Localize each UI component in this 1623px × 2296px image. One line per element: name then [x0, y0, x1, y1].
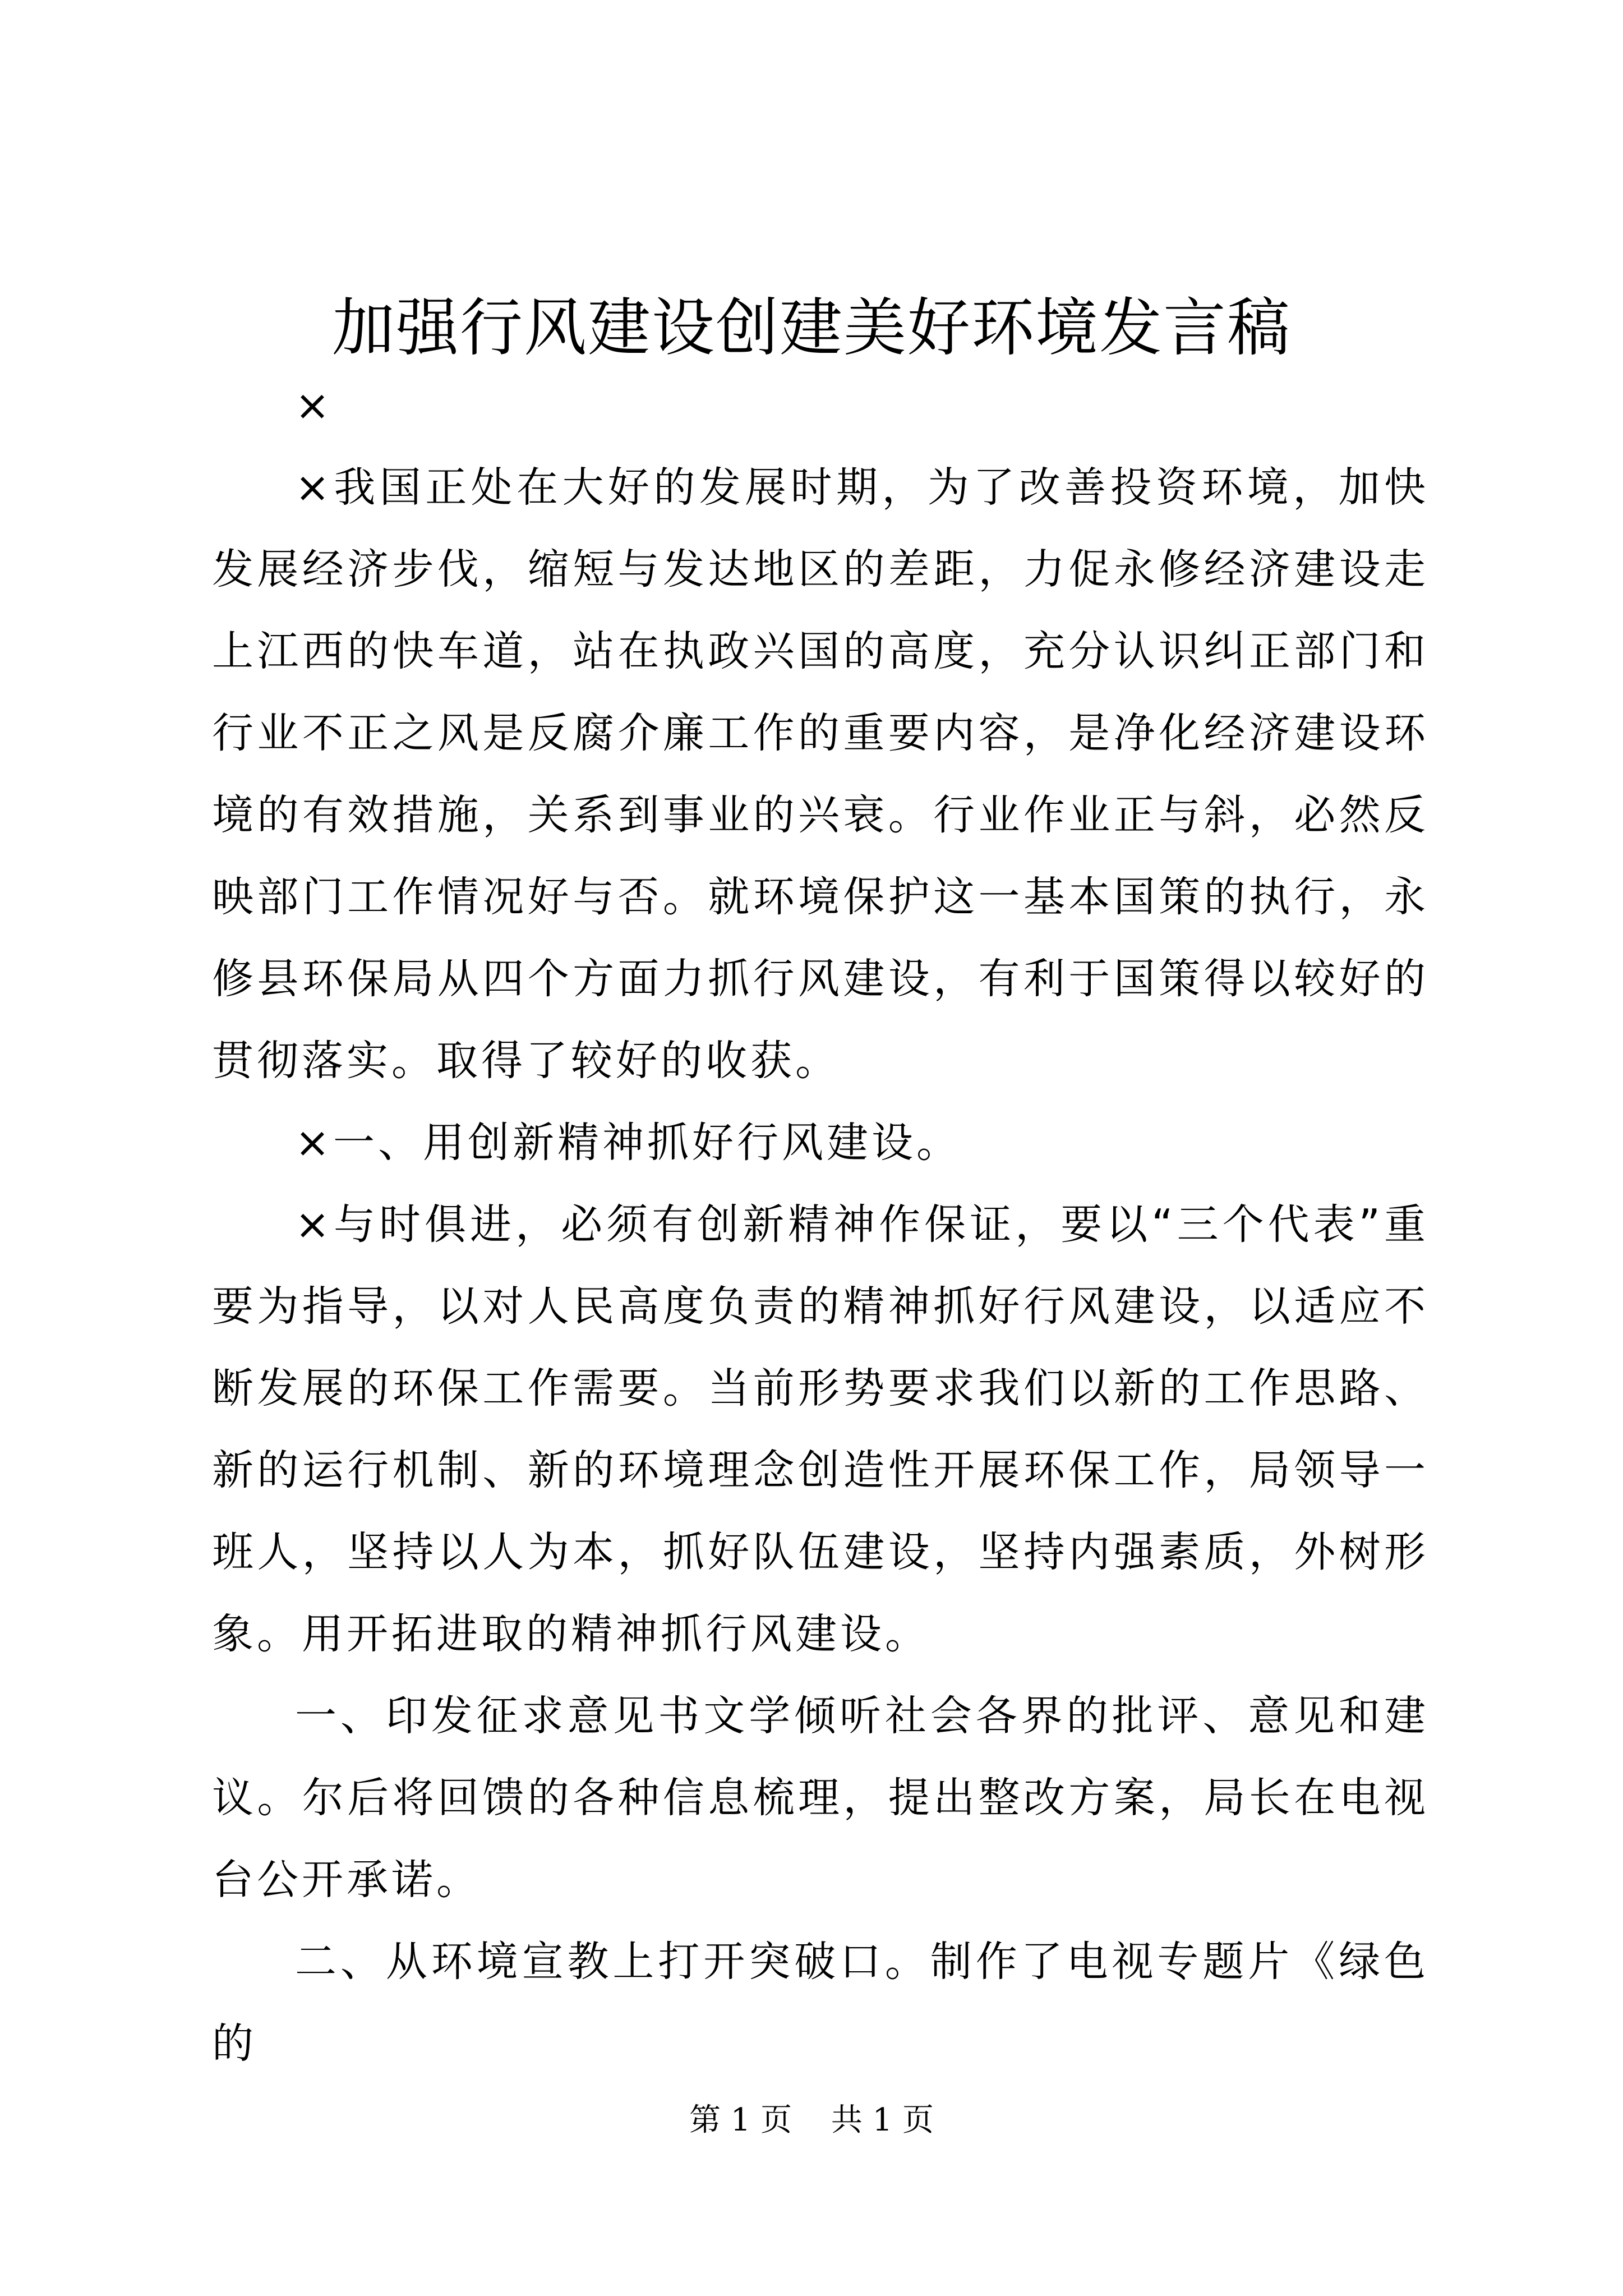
document-body	[212, 365, 1429, 2085]
paragraph-innovation-detail: ×与时俱进，必须有创新精神作保证，要以“三个代表”重要为指导，以对人民高度负责的精神抓好行风建设，以适应不断发展的环保工作需要。当前形势要求我们以新的工作思路、新的运行机制、新的环境理念创造性开展环保工作，局领导一班人，坚持以人为本，抓好队伍建设，坚持内强素质，外树形象。用开拓进取的精神抓行风建设。	[212, 1200, 1429, 1658]
paragraph-heading-innovation: ×一、用创新精神抓好行风建设。	[295, 1119, 962, 1167]
page-number: 第 1 页	[689, 2102, 792, 2138]
paragraph-intro: ×我国正处在大好的发展时期，为了改善投资环境，加快发展经济步伐，缩短与发达地区的差距，力促永修经济建设走上江西的快车道，站在执政兴国的高度，充分认识纠正部门和行业不正之风是反腐介廉工作的重要内容，是净化经济建设环境的有效措施，关系到事业的兴衰。行业作业正与斜，必然反映部门工作情况好与否。就环境保护这一基本国策的执行，永修县环保局从四个方面力抓行风建设，有利于国策得以较好的贯彻落实。取得了较好的收获。	[212, 463, 1429, 1085]
paragraph-item-one: 一、印发征求意见书文学倾听社会各界的批评、意见和建议。尔后将回馈的各种信息梳理，提出整改方案，局长在电视台公开承诺。	[212, 1692, 1429, 1904]
paragraph-mark: ×	[295, 381, 334, 430]
page-total: 共 1 页	[831, 2102, 934, 2138]
page-footer	[0, 2098, 1623, 2143]
paragraph-item-two: 二、从环境宣教上打开突破口。制作了电视专题片《绿色的	[212, 1938, 1429, 2068]
document-title: 加强行风建设创建美好环境发言稿	[332, 292, 1291, 365]
